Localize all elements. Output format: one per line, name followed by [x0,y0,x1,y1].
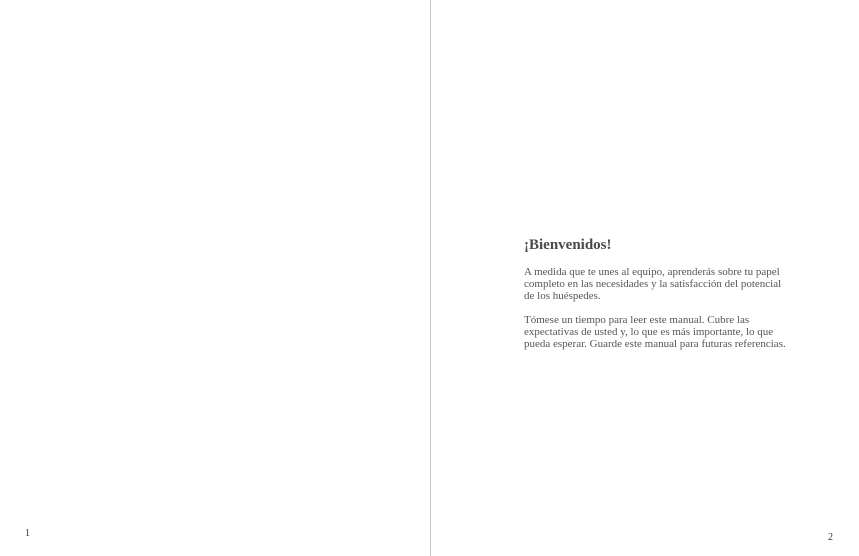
right-page [431,0,859,556]
page-number-left: 1 [25,528,30,539]
page-number-right: 2 [828,532,833,543]
welcome-section [524,236,786,362]
welcome-paragraph-1: A medida que te unes al equipo, aprenderás sobre tu papel completo en las necesidades y la satisfacción del potencial de los huéspedes. [524,266,782,302]
welcome-heading: ¡Bienvenidos! [524,237,612,253]
welcome-paragraph-2: Tómese un tiempo para leer este manual. Cubre las expectativas de usted y, lo que es más importante, lo que pueda esperar. Guarde este manual para futuras referencias. [524,313,786,350]
